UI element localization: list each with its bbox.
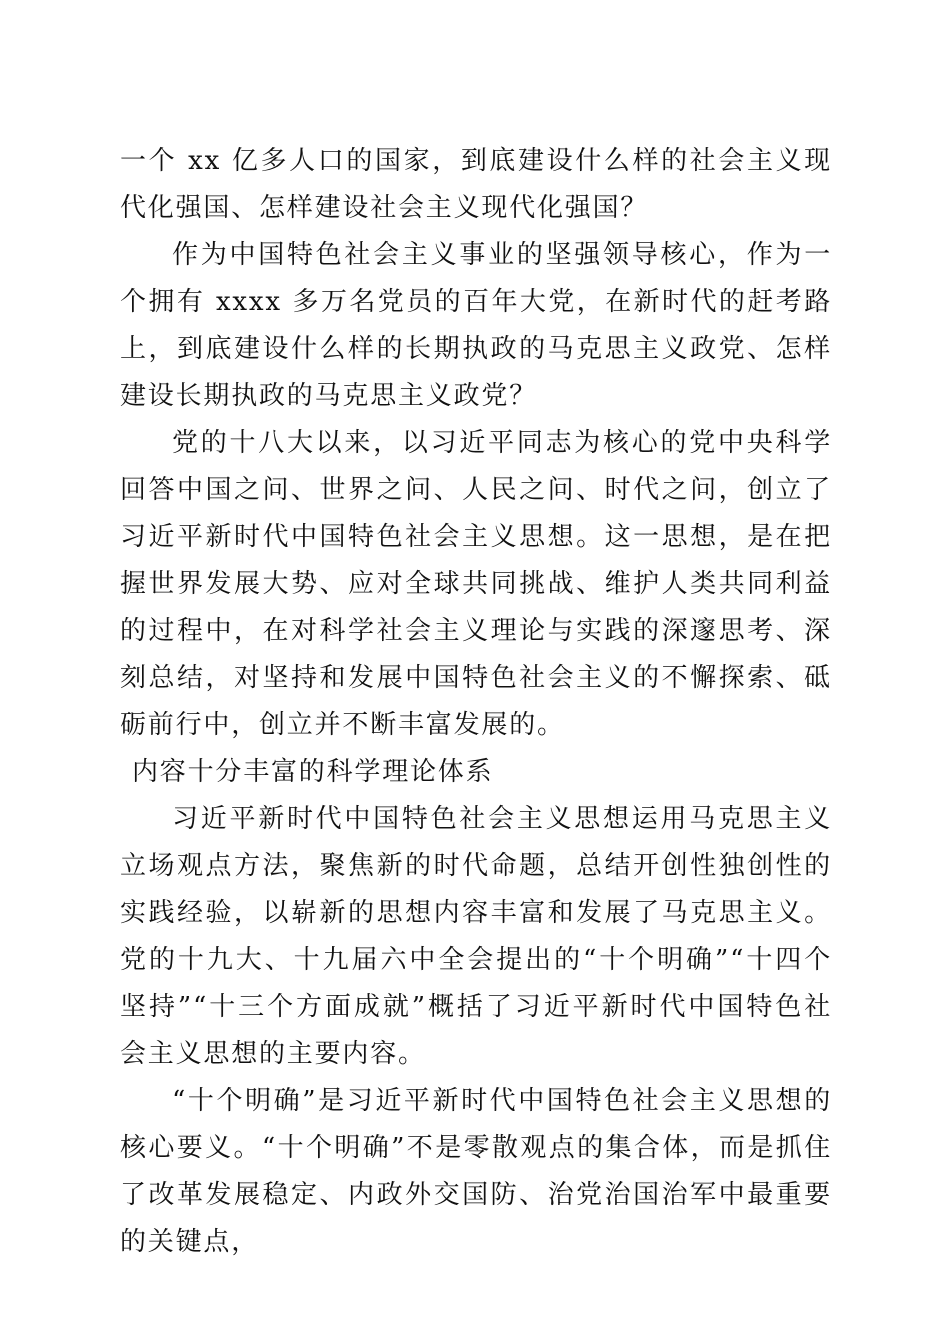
section-heading: 内容十分丰富的科学理论体系 xyxy=(132,757,494,787)
paragraph-2: 作为中国特色社会主义事业的坚强领导核心，作为一个拥有 xxxx 多万名党员的百年大党，在新时代的赶考路上，到底建设什么样的长期执政的马克思主义政党、怎样建设长期执政的马克思主义政党？ xyxy=(120,240,832,411)
document-body xyxy=(120,138,832,1266)
paragraph-1: 一个 xx 亿多人口的国家，到底建设什么样的社会主义现代化强国、怎样建设社会主义现代化强国？ xyxy=(120,146,832,223)
paragraph-5: “十个明确”是习近平新时代中国特色社会主义思想的核心要义。“十个明确”不是零散观点的集合体，而是抓住了改革发展稳定、内政外交国防、治党治国治军中最重要的关键点， xyxy=(120,1086,832,1257)
paragraph-4: 习近平新时代中国特色社会主义思想运用马克思主义立场观点方法，聚焦新的时代命题，总结开创性独创性的实践经验，以崭新的思想内容丰富和发展了马克思主义。党的十九大、十九届六中全会提出的“十个明确”“十四个坚持”“十三个方面成就”概括了习近平新时代中国特色社会主义思想的主要内容。 xyxy=(120,804,832,1069)
paragraph-3: 党的十八大以来，以习近平同志为核心的党中央科学回答中国之问、世界之问、人民之问、时代之问，创立了习近平新时代中国特色社会主义思想。这一思想，是在把握世界发展大势、应对全球共同挑战、维护人类共同利益的过程中，在对科学社会主义理论与实践的深邃思考、深刻总结，对坚持和发展中国特色社会主义的不懈探索、砥砺前行中，创立并不断丰富发展的。 xyxy=(120,428,832,740)
